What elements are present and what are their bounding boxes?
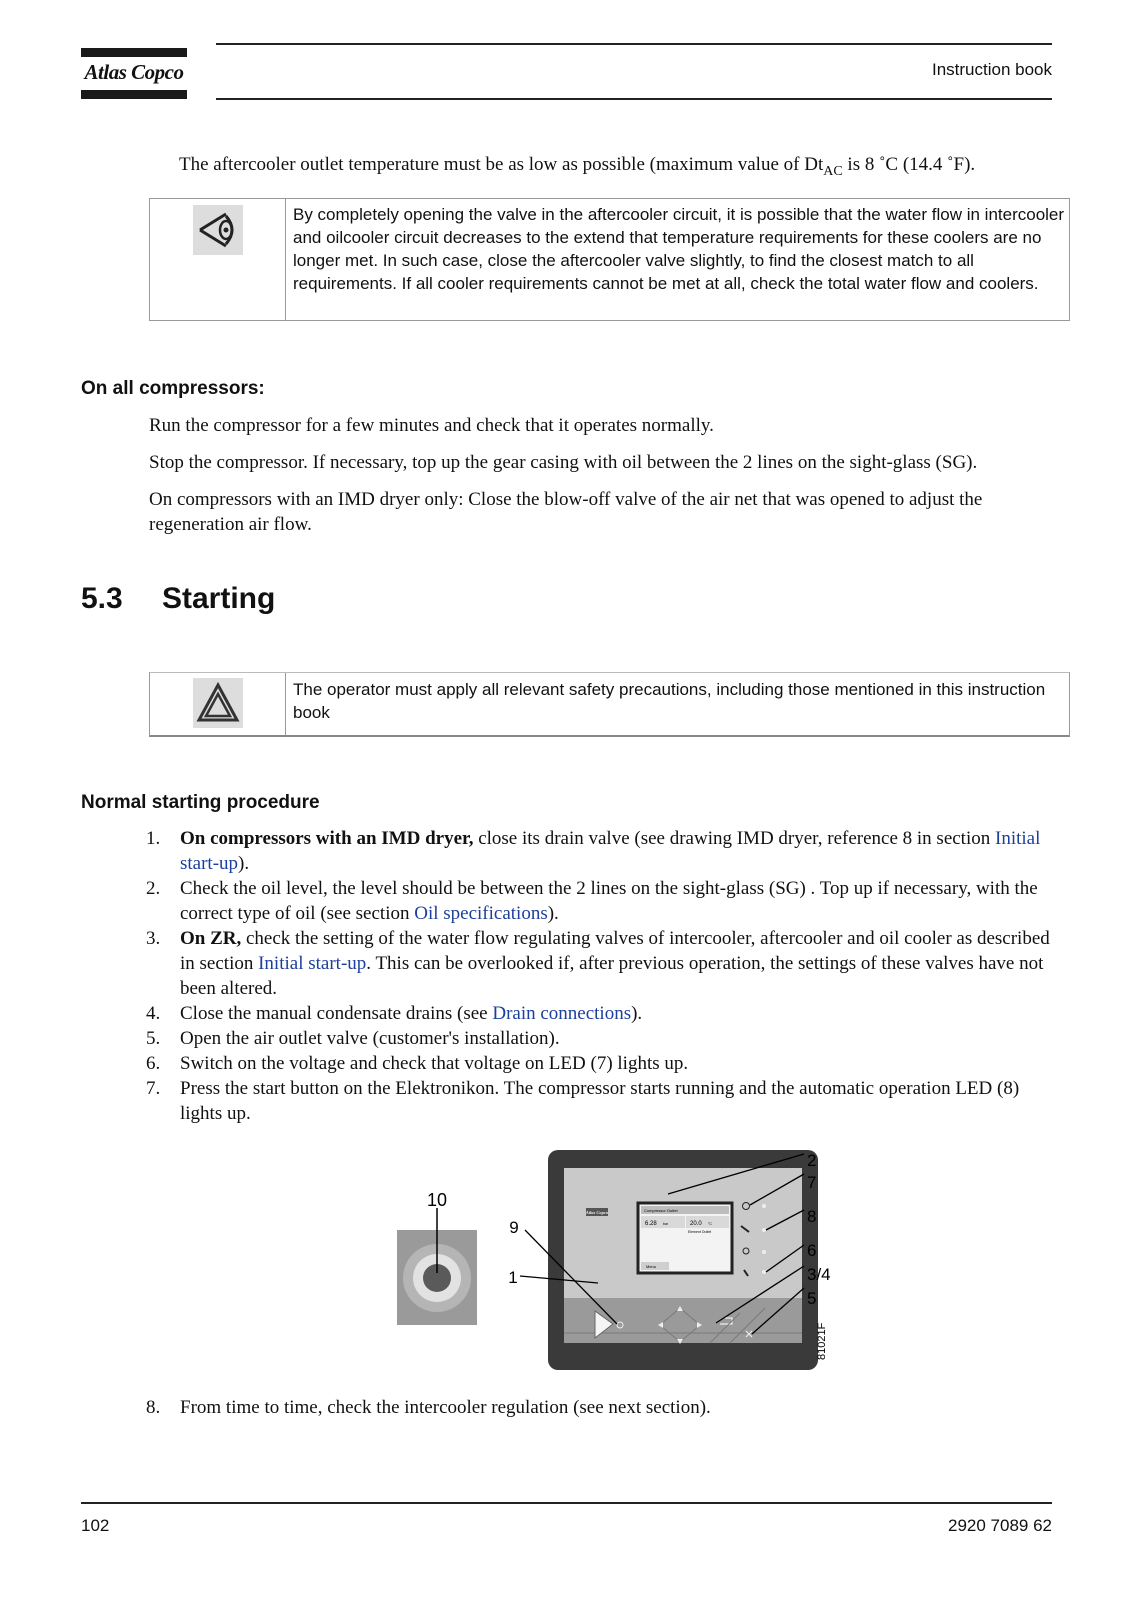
step-number: 8.: [146, 1397, 161, 1418]
list-item: [146, 1026, 1054, 1051]
start-button-closeup: [397, 1208, 477, 1325]
callout-9: 9: [509, 1218, 519, 1237]
link-initial-start-up[interactable]: Initial start-up: [180, 828, 1041, 874]
note-box-safety: [149, 672, 1070, 737]
screen-unit-left: bar: [663, 1222, 669, 1226]
callout-8: 8: [807, 1207, 817, 1226]
step-number: 3.: [146, 928, 161, 949]
warning-triangle-icon: [193, 678, 243, 728]
list-item: [146, 1076, 1054, 1126]
link-drain-connections[interactable]: Drain connections: [492, 1003, 632, 1024]
section-number: 5.3: [81, 582, 123, 615]
document-type: Instruction book: [931, 60, 1052, 79]
list-item: [146, 876, 1054, 926]
paragraph-stop: Stop the compressor. If necessary, top up the gear casing with oil between the 2 lines on the sight-glass (SG).: [149, 452, 978, 473]
step-number: 6.: [146, 1053, 161, 1074]
screen-value-right: 20.0: [690, 1221, 702, 1227]
screen-status: Element Outlet: [688, 1230, 712, 1234]
callout-2: 2: [807, 1151, 817, 1170]
note-text: By completely opening the valve in the aftercooler circuit, it is possible that the water flow in intercooler and oilcooler circuit decreases to the extend that temperature requirements for these coolers are no longer met. In such case, close the aftercooler valve slightly, to find the closest match to all requirements. If all cooler requirements cannot be met at all, check the total water flow and coolers.: [293, 205, 1065, 293]
eye-icon: [193, 205, 243, 255]
step-text: Open the air outlet valve (customer's installation).: [180, 1028, 560, 1049]
step-bold: On compressors with an IMD dryer,: [180, 828, 474, 849]
step-number: 2.: [146, 878, 161, 899]
screen-brand: Atlas Copco: [585, 1210, 609, 1215]
list-item: [146, 1051, 1054, 1076]
callout-3-4: 3/4: [807, 1265, 831, 1284]
section-title: Starting: [162, 582, 276, 615]
list-item: [146, 826, 1054, 876]
screen-value-left: 6.28: [645, 1221, 657, 1227]
footer-rule: [81, 1502, 1052, 1504]
step-text: Close the manual condensate drains (see: [180, 1003, 493, 1024]
elektronikon-figure: [380, 1148, 860, 1378]
step-number: 7.: [146, 1078, 161, 1099]
screen-menu: Menu: [646, 1264, 657, 1269]
starting-steps-list: [146, 826, 1054, 1126]
intro-text-end: is 8 ˚C (14.4 ˚F).: [842, 154, 976, 175]
step-tail: ).: [547, 903, 559, 924]
step-number: 4.: [146, 1003, 161, 1024]
note-icon-cell: [150, 199, 286, 320]
list-item: [146, 1001, 1054, 1026]
step-number: 1.: [146, 828, 161, 849]
heading-normal-start: Normal starting procedure: [81, 792, 320, 813]
callout-1: 1: [508, 1268, 518, 1287]
document-number: 2920 7089 62: [948, 1516, 1052, 1535]
header-top-rule: [216, 43, 1052, 45]
screen-title: Compressor Outlet: [644, 1208, 678, 1213]
step-text: close its drain valve (see drawing IMD dryer, reference 8 in section: [473, 828, 995, 849]
step-tail: . This can be overlooked if, after previous operation, the settings of these valves have not been altered.: [180, 953, 1044, 999]
step-tail: ).: [631, 1003, 643, 1024]
step-text: Press the start button on the Elektronikon. The compressor starts running and the automatic operation LED (8) lights up.: [180, 1078, 1020, 1124]
heading-all-compressors: On all compressors:: [81, 378, 265, 399]
link-initial-start-up[interactable]: Initial start-up: [258, 953, 367, 974]
note-box-aftercooler: [149, 198, 1070, 321]
step-text: check the setting of the water flow regulating valves of intercooler, aftercooler and oil cooler as described in section: [180, 928, 1050, 974]
callout-7: 7: [807, 1173, 817, 1192]
paragraph-run: Run the compressor for a few minutes and check that it operates normally.: [149, 415, 714, 436]
paragraph-imd: On compressors with an IMD dryer only: Close the blow-off valve of the air net that was opened to adjust the regeneration air flow.: [149, 489, 983, 535]
intro-text: [179, 152, 1069, 184]
header-bottom-rule: [216, 98, 1052, 100]
note-icon-cell: [150, 673, 286, 735]
controller-display: [638, 1203, 732, 1273]
step-text: From time to time, check the intercooler regulation (see next section).: [180, 1397, 711, 1418]
step-text: Check the oil level, the level should be between the 2 lines on the sight-glass (SG) . Top up if necessary, with the correct type of oil (see section: [180, 878, 1038, 924]
screen-unit-right: °C: [708, 1222, 712, 1226]
step-number: 5.: [146, 1028, 161, 1049]
callout-5: 5: [807, 1289, 817, 1308]
step-text: Switch on the voltage and check that voltage on LED (7) lights up.: [180, 1053, 689, 1074]
company-logo: Atlas Copco: [84, 60, 184, 84]
callout-10: 10: [426, 1190, 448, 1210]
logo-top-bar: [81, 48, 187, 57]
list-item: [146, 926, 1054, 1001]
intro-subscript: AC: [823, 163, 843, 179]
step-bold: On ZR,: [180, 928, 242, 949]
page-number: 102: [81, 1516, 110, 1535]
intro-text-start: The aftercooler outlet temperature must be as low as possible (maximum value of Dt: [179, 154, 824, 175]
callout-6: 6: [807, 1241, 817, 1260]
logo-bottom-bar: [81, 90, 187, 99]
figure-id: 81021F: [816, 1322, 828, 1360]
note-text: The operator must apply all relevant safety precautions, including those mentioned in this instruction book: [293, 680, 1046, 722]
link-oil-specifications[interactable]: Oil specifications: [414, 903, 548, 924]
step-tail: ).: [238, 853, 250, 874]
